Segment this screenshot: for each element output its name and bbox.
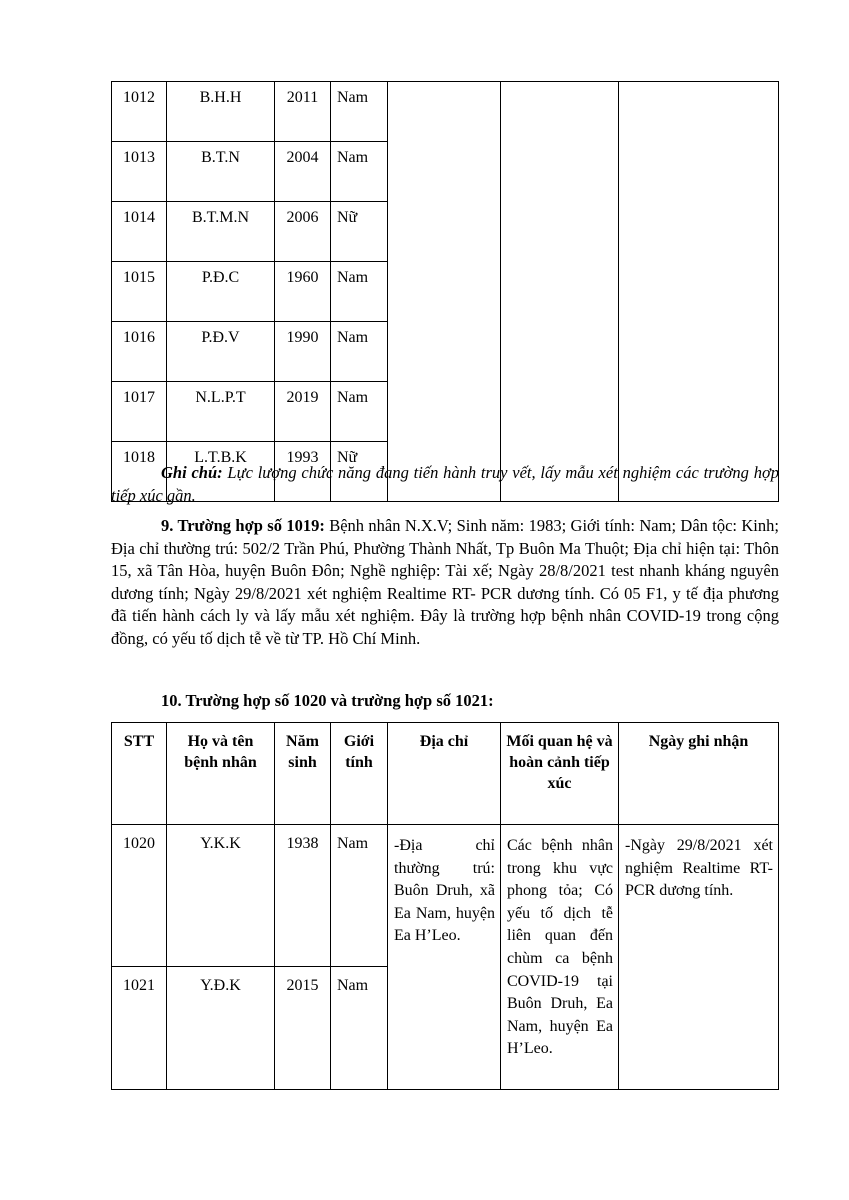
stt-cell: 1013: [112, 142, 167, 202]
year-cell: 1990: [275, 322, 331, 382]
header-sex: Giới tính: [331, 723, 388, 825]
sex-cell: Nam: [331, 262, 388, 322]
header-date: Ngày ghi nhận: [619, 723, 779, 825]
year-cell: 2019: [275, 382, 331, 442]
stt-cell: 1015: [112, 262, 167, 322]
case-1019-heading: 9. Trường hợp số 1019:: [161, 516, 325, 535]
patient-table-continued: [111, 81, 779, 502]
table-row: [112, 82, 779, 142]
name-cell: Y.K.K: [167, 825, 275, 967]
sex-cell: Nam: [331, 382, 388, 442]
year-cell: 2011: [275, 82, 331, 142]
stt-cell: 1016: [112, 322, 167, 382]
stt-cell: 1012: [112, 82, 167, 142]
name-cell: P.Đ.V: [167, 322, 275, 382]
date-cell: -Ngày 29/8/2021 xét nghiệm Realtime RT-PCR dương tính.: [619, 825, 779, 1090]
year-cell: 1960: [275, 262, 331, 322]
case-1020-1021-heading-text: 10. Trường hợp số 1020 và trường hợp số 1021:: [161, 691, 494, 710]
name-cell: P.Đ.C: [167, 262, 275, 322]
year-cell: 2006: [275, 202, 331, 262]
case-1019-paragraph: [111, 515, 779, 651]
stt-cell: 1020: [112, 825, 167, 967]
note-text: Lực lượng chức năng đang tiến hành truy vết, lấy mẫu xét nghiệm các trường hợp tiếp xúc gần.: [111, 463, 779, 505]
case-1020-1021-heading: [111, 690, 779, 713]
sex-cell: Nam: [331, 825, 388, 967]
year-cell: 2004: [275, 142, 331, 202]
year-cell: 1993: [275, 442, 331, 502]
relation-cell: Các bệnh nhân trong khu vực phong tỏa; Có yếu tố dịch tễ liên quan đến chùm ca bệnh COVID-19 tại Buôn Druh, Ea Nam, huyện Ea H’Leo.: [501, 825, 619, 1090]
table-header-row: [112, 723, 779, 825]
sex-cell: Nữ: [331, 442, 388, 502]
stt-cell: 1017: [112, 382, 167, 442]
sex-cell: Nam: [331, 967, 388, 1090]
year-cell: 1938: [275, 825, 331, 967]
address-cell: -Địa chỉ thường trú: Buôn Druh, xã Ea Nam, huyện Ea H’Leo.: [388, 825, 501, 1090]
case-1019-text: Bệnh nhân N.X.V; Sinh năm: 1983; Giới tính: Nam; Dân tộc: Kinh; Địa chỉ thường trú: 502/2 Trần Phú, Phường Thành Nhất, Tp Buôn Ma Thuột; Địa chỉ hiện tại: Thôn 15, xã Tân Hòa, huyện Buôn Đôn; Nghề nghiệp: Tài xế; Ngày 28/8/2021 test nhanh kháng nguyên dương tính; Ngày 29/8/2021 xét nghiệm Realtime RT- PCR dương tính. Có 05 F1, y tế địa phương đã tiến hành cách ly và lấy mẫu xét nghiệm. Đây là trường hợp bệnh nhân COVID-19 trong cộng đồng, có yếu tố dịch tễ về từ TP. Hồ Chí Minh.: [111, 516, 779, 648]
name-cell: N.L.P.T: [167, 382, 275, 442]
relation-cell: [501, 82, 619, 502]
name-cell: B.T.N: [167, 142, 275, 202]
sex-cell: Nam: [331, 82, 388, 142]
date-cell: [619, 82, 779, 502]
sex-cell: Nữ: [331, 202, 388, 262]
header-name: Họ và tên bệnh nhân: [167, 723, 275, 825]
note-paragraph: [111, 462, 779, 507]
table-row: [112, 825, 779, 967]
header-relation: Mối quan hệ và hoàn cảnh tiếp xúc: [501, 723, 619, 825]
header-address: Địa chỉ: [388, 723, 501, 825]
header-year: Năm sinh: [275, 723, 331, 825]
address-cell: [388, 82, 501, 502]
stt-cell: 1014: [112, 202, 167, 262]
note-label: Ghi chú:: [161, 463, 223, 482]
name-cell: L.T.B.K: [167, 442, 275, 502]
name-cell: Y.Đ.K: [167, 967, 275, 1090]
stt-cell: 1021: [112, 967, 167, 1090]
name-cell: B.H.H: [167, 82, 275, 142]
sex-cell: Nam: [331, 142, 388, 202]
patient-table: [111, 722, 779, 1090]
year-cell: 2015: [275, 967, 331, 1090]
header-stt: STT: [112, 723, 167, 825]
sex-cell: Nam: [331, 322, 388, 382]
stt-cell: 1018: [112, 442, 167, 502]
name-cell: B.T.M.N: [167, 202, 275, 262]
